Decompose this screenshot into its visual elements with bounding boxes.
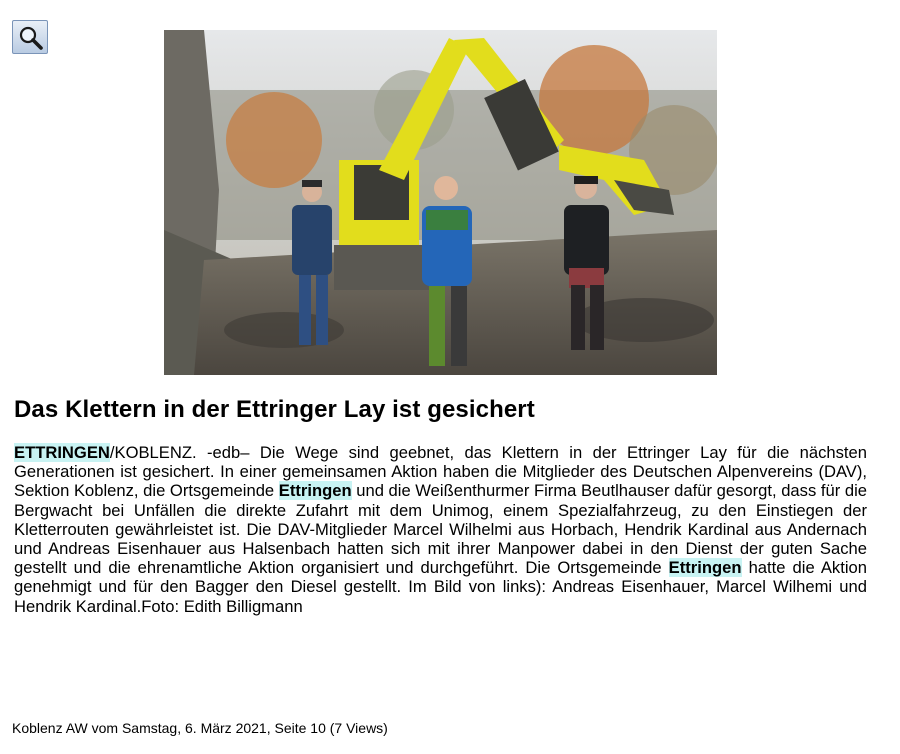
article-text: /KOBLENZ. -edb– Die Wege sind geebnet, das Klettern in der Ettringer Lay für die nächsten Generationen ist gesichert. In einer gemeinsamen Aktion haben die Mitglieder des Deutschen Alpenvereins (DAV), Sektion Koblenz, die Ortsgemeinde (14, 443, 867, 501)
highlight-keyword: Ettringen (668, 558, 742, 578)
zoom-button[interactable] (12, 20, 48, 54)
article-body (14, 443, 867, 616)
highlight-keyword: ETTRINGEN (14, 443, 110, 462)
article-headline: Das Klettern in der Ettringer Lay ist gesichert (14, 396, 535, 423)
magnifier-icon (18, 25, 44, 51)
article-text: hatte die Aktion genehmigt und für den Bagger den Diesel gestellt. Im Bild von links): Andreas Eisenhauer, Marcel Wilhemi und Hendrik Kardinal.Foto: Edith Billigmann (14, 558, 867, 616)
source-footer: Koblenz AW vom Samstag, 6. März 2021, Seite 10 (7 Views) (12, 720, 388, 736)
highlight-keyword: Ettringen (278, 481, 352, 501)
article-photo (164, 30, 717, 375)
article-text: und die Weißenthurmer Firma Beutlhauser dafür gesorgt, dass für die Bergwacht bei Unfällen die direkte Zufahrt mit dem Unimog, einem Spezialfahrzeug, zu den Einstiegen der Kletterrouten gewährleistet ist. Die DAV-Mitglieder Marcel Wilhelmi aus Horbach, Hendrik Kardinal aus Andernach und Andreas Eisenhauer aus Halsenbach hatten sich mit ihrer Manpower dabei in den Dienst der guten Sache gestellt und die ehrenamtliche Aktion organisiert und durchgeführt. Die Ortsgemeinde (14, 481, 867, 578)
